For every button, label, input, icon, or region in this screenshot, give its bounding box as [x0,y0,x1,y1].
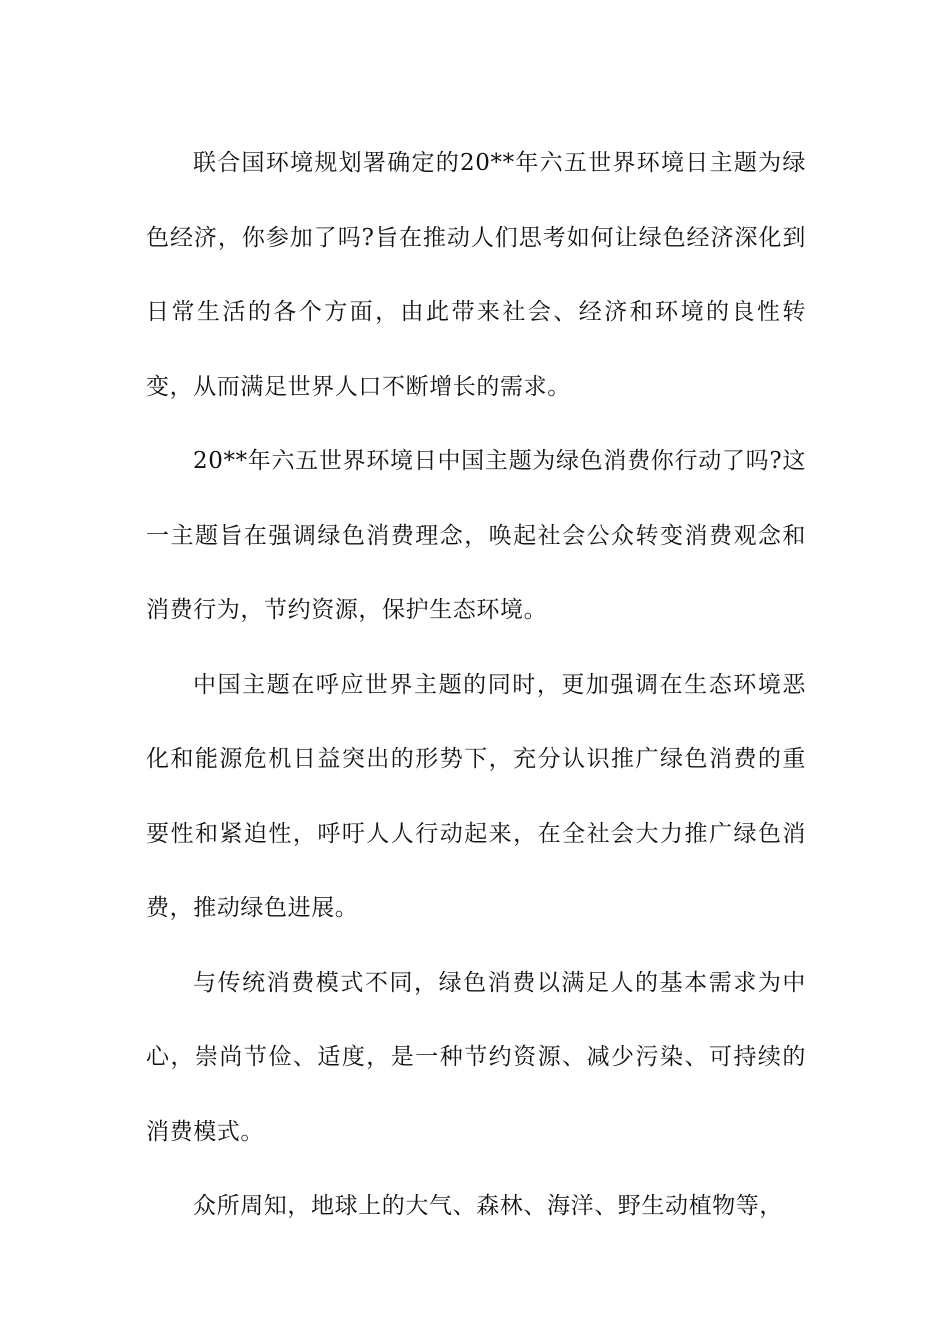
document-body [146,126,806,1244]
paragraph-5: 众所周知，地球上的大气、森林、海洋、野生动植物等， [193,1193,783,1219]
paragraph-3: 中国主题在呼应世界主题的同时，更加强调在生态环境恶化和能源危机日益突出的形势下，充分认识推广绿色消费的重要性和紧迫性，呼吁人人行动起来，在全社会大力推广绿色消费，推动绿色进展。 [146,671,806,921]
paragraph-4: 与传统消费模式不同，绿色消费以满足人的基本需求为中心，崇尚节俭、适度，是一种节约资源、减少污染、可持续的消费模式。 [146,969,806,1145]
paragraph-1: 联合国环境规划署确定的20**年六五世界环境日主题为绿色经济，你参加了吗?旨在推动人们思考如何让绿色经济深化到日常生活的各个方面，由此带来社会、经济和环境的良性转变，从而满足世界人口不断增长的需求。 [146,150,806,400]
paragraph-2: 20**年六五世界环境日中国主题为绿色消费你行动了吗?这一主题旨在强调绿色消费理念，唤起社会公众转变消费观念和消费行为，节约资源，保护生态环境。 [146,448,806,623]
